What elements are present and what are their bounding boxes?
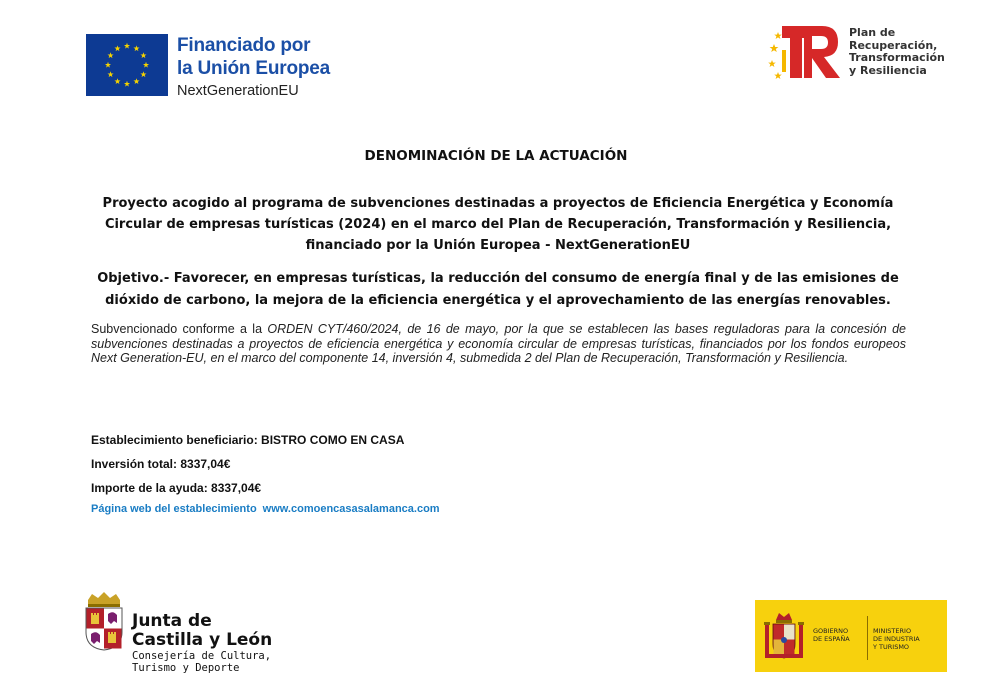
ministry-logo-gobierno: GOBIERNO <box>813 627 849 635</box>
spain-coat-of-arms-icon <box>763 610 805 662</box>
jcyl-logo <box>82 592 302 674</box>
legal-text-part2: , de 16 de mayo, <box>398 322 505 336</box>
ministry-logo-espana: DE ESPAÑA <box>813 635 850 643</box>
ministry-logo-ministerio: MINISTERIO <box>873 627 912 635</box>
beneficiary-line: Establecimiento beneficiario: BISTRO COMO EN CASA <box>91 433 405 447</box>
legal-text-part3: por la que se establecen las bases reguladoras para la concesión de subvenciones destinadas a proyectos de eficiencia energética y economía circular de empresas turísticas, financiados por los fondos europeos Next Generation-EU, en el marco del componente 14, inversión 4, submedida 2 del Plan de Recuperación, Transformación y Resiliencia. <box>91 322 906 365</box>
document-title: DENOMINACIÓN DE LA ACTUACIÓN <box>364 148 628 164</box>
ministry-logo-turismo: Y TURISMO <box>873 643 910 651</box>
aid-amount-line: Importe de la ayuda: 8337,04€ <box>91 481 262 495</box>
prtr-logo-line3: Transformación <box>849 51 945 64</box>
prtr-logo <box>768 24 968 84</box>
prtr-logo-line4: y Resiliencia <box>849 63 927 77</box>
legal-order-reference: ORDEN CYT/460/2024 <box>267 322 399 336</box>
prtr-logo-line1: Plan de <box>849 26 896 39</box>
prtr-mark-icon <box>768 24 842 82</box>
eu-flag-icon <box>86 34 168 96</box>
ministry-logo <box>755 600 947 672</box>
ministry-logo-divider <box>867 616 868 660</box>
eu-funding-logo <box>86 34 331 100</box>
jcyl-logo-line2: Castilla y León <box>132 630 273 650</box>
ministry-logo-industria: DE INDUSTRIA <box>873 635 920 643</box>
eu-logo-line2: la Unión Europea <box>177 58 331 79</box>
jcyl-logo-line1: Junta de <box>132 611 212 631</box>
website-link[interactable]: www.comoencasasalamanca.com <box>262 503 440 515</box>
legal-text-part1: Subvencionado conforme a la <box>91 322 268 336</box>
jcyl-logo-sub2: Turismo y Deporte <box>132 662 240 674</box>
eu-logo-line1: Financiado por <box>177 35 311 56</box>
castilla-leon-shield-icon <box>82 592 126 652</box>
investment-line: Inversión total: 8337,04€ <box>91 457 231 471</box>
website-label: Página web del establecimiento <box>91 503 257 515</box>
eu-logo-line3: NextGenerationEU <box>177 83 299 99</box>
project-description: Proyecto acogido al programa de subvenciones destinadas a proyectos de Eficiencia Energética y Economía Circular de empresas turísticas (2024) en el marco del Plan de Recuperación, Transformación y Resiliencia, financiado por la Unión Europea - NextGenerationEU <box>102 196 894 253</box>
legal-text <box>91 322 906 366</box>
jcyl-logo-sub1: Consejería de Cultura, <box>132 650 272 662</box>
objective-text: Objetivo.- Favorecer, en empresas turísticas, la reducción del consumo de energía final y de las emisiones de dióxido de carbono, la mejora de la eficiencia energética y el aprovechamiento de las energías renovables. <box>97 271 899 308</box>
website-line <box>91 503 440 515</box>
prtr-logo-line2: Recuperación, <box>849 38 938 52</box>
